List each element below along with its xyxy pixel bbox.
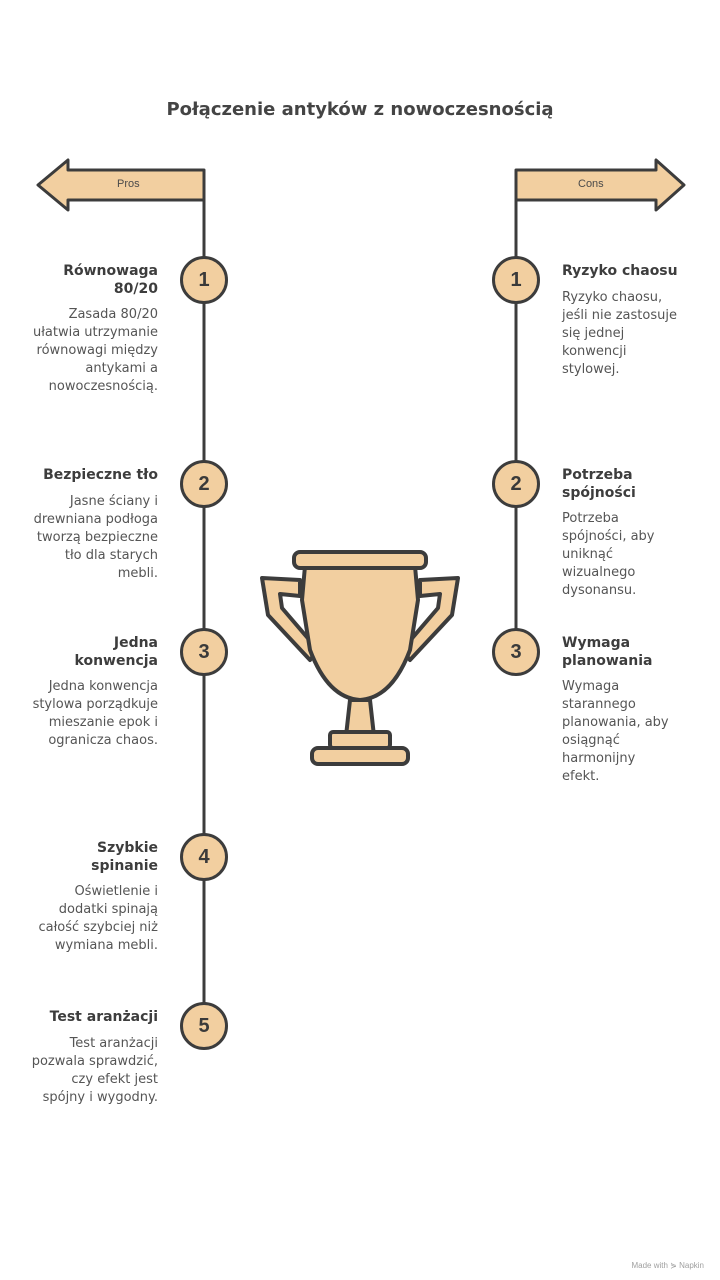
pros-step-2-circle: 2 [180, 460, 228, 508]
cons-step-2-circle: 2 [492, 460, 540, 508]
cons-label: Cons [578, 178, 604, 190]
footer-credit: Made with ⋟ Napkin [631, 1261, 704, 1270]
pros-item-title: Test aranżacji [49, 1009, 158, 1025]
pros-item-desc: Test aranżacji pozwala sprawdzić, czy efekt jest spójny i wygodny. [31, 1036, 158, 1105]
cons-item-title: Potrzeba spójności [562, 467, 636, 501]
pros-item-title: Bezpieczne tło [43, 467, 158, 483]
pros-item-desc: Jedna konwencja stylowa porządkuje mieszanie epok i ogranicza chaos. [32, 679, 158, 748]
pros-item-desc: Zasada 80/20 ułatwia utrzymanie równowagi między antykami a nowoczesnością. [32, 307, 158, 394]
pros-item-title: Równowaga 80/20 [63, 263, 158, 297]
cons-item-desc: Potrzeba spójności, aby uniknąć wizualnego dysonansu. [562, 511, 655, 598]
cons-item-desc: Wymaga starannego planowania, aby osiągnąć harmonijny efekt. [562, 679, 669, 784]
pros-item-desc: Oświetlenie i dodatki spinają całość szybciej niż wymiana mebli. [38, 884, 158, 953]
pros-item-title: Szybkie spinanie [91, 840, 158, 874]
pros-label: Pros [117, 178, 140, 190]
page-title: Połączenie antyków z nowoczesnością [166, 99, 554, 120]
pros-step-4-circle: 4 [180, 833, 228, 881]
cons-step-3-circle: 3 [492, 628, 540, 676]
pros-item-desc: Jasne ściany i drewniana podłoga tworzą bezpieczne tło dla starych mebli. [33, 494, 158, 581]
pros-step-5-circle: 5 [180, 1002, 228, 1050]
trophy-icon [262, 552, 458, 764]
pros-item-title: Jedna konwencja [74, 635, 158, 669]
cons-step-1-circle: 1 [492, 256, 540, 304]
pros-step-1-circle: 1 [180, 256, 228, 304]
cons-item-title: Ryzyko chaosu [562, 263, 678, 279]
pros-step-3-circle: 3 [180, 628, 228, 676]
cons-item-title: Wymaga planowania [562, 635, 653, 669]
cons-item-desc: Ryzyko chaosu, jeśli nie zastosuje się jednej konwencji stylowej. [562, 290, 677, 377]
